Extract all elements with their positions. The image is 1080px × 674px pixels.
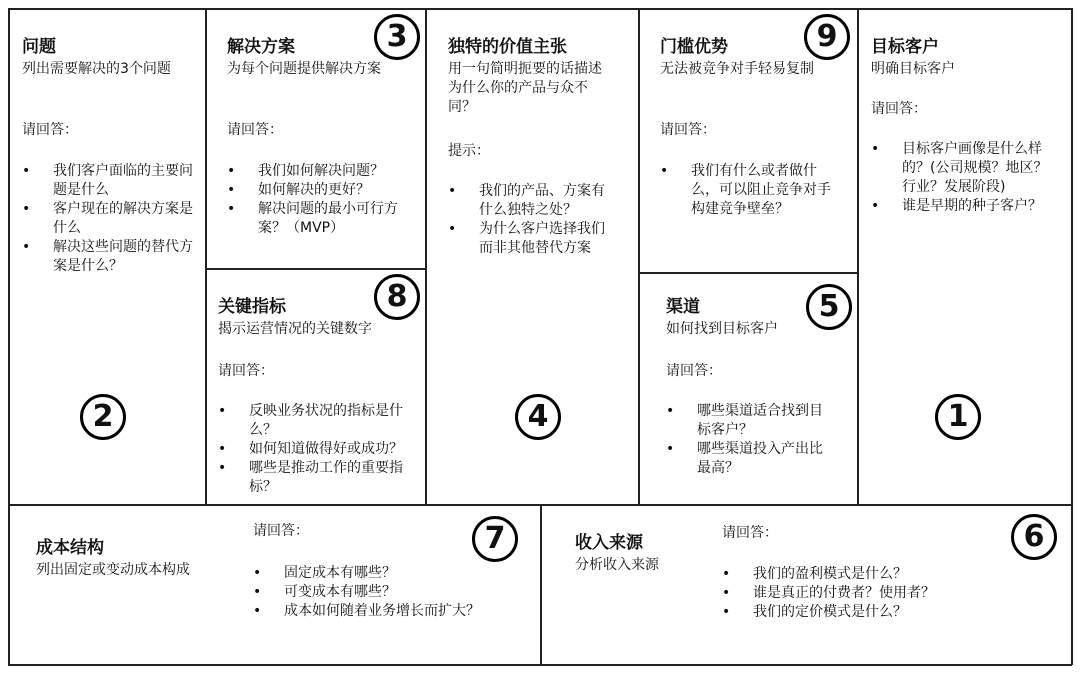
cost-list xyxy=(253,564,538,621)
revenue-number-badge: 6 xyxy=(1011,514,1057,560)
list-item: • 成本如何随着业务增长而扩大？ xyxy=(253,602,538,621)
list-item: • 谁是真正的付费者？使用者？ xyxy=(722,584,1002,603)
problem-ask: 请回答： xyxy=(22,122,78,138)
border-right xyxy=(1071,8,1073,665)
problem-title: 问题 xyxy=(22,37,56,57)
uvp-desc: 用一句简明扼要的话描述为什么你的产品与众不同？ xyxy=(448,61,602,115)
list-item: • 我们的产品、方案有什么独特之处？ xyxy=(448,182,618,220)
advantage-title: 门槛优势 xyxy=(660,37,728,57)
segments-title: 目标客户 xyxy=(871,37,939,57)
list-item: • 如何知道做得好或成功？ xyxy=(218,440,418,459)
solution-title: 解决方案 xyxy=(227,37,295,57)
advantage-desc: 无法被竞争对手轻易复制 xyxy=(660,61,814,77)
cost-number-badge: 7 xyxy=(472,516,518,562)
metrics-number-badge: 8 xyxy=(374,274,420,320)
list-item: • 目标客户画像是什么样的？(公司规模？地区？行业？发展阶段) xyxy=(871,140,1061,197)
list-item: • 我们的盈利模式是什么？ xyxy=(722,565,1002,584)
problem-number-badge: 2 xyxy=(80,394,126,440)
list-item: • 我们的定价模式是什么？ xyxy=(722,603,1002,622)
list-item: • 可变成本有哪些？ xyxy=(253,583,538,602)
list-item: • 哪些是推动工作的重要指标？ xyxy=(218,459,418,497)
list-item: • 客户现在的解决方案是什么 xyxy=(22,200,198,238)
divider-col-4 xyxy=(857,8,859,505)
metrics-list xyxy=(218,402,418,497)
cost-ask: 请回答： xyxy=(253,523,309,539)
segments-number-badge: 1 xyxy=(935,394,981,440)
problem-list xyxy=(22,162,198,276)
list-item: • 哪些渠道适合找到目标客户？ xyxy=(666,402,836,440)
revenue-list xyxy=(722,565,1002,622)
solution-ask: 请回答： xyxy=(227,122,283,138)
advantage-list xyxy=(660,162,840,219)
border-top xyxy=(8,8,1072,10)
solution-number-badge: 3 xyxy=(374,14,420,60)
cost-title: 成本结构 xyxy=(36,538,104,558)
list-item: • 如何解决的更好？ xyxy=(227,181,407,200)
list-item: • 谁是早期的种子客户？ xyxy=(871,197,1061,216)
segments-ask: 请回答： xyxy=(871,101,927,117)
solution-list xyxy=(227,162,407,238)
metrics-desc: 揭示运营情况的关键数字 xyxy=(218,321,372,337)
list-item: • 为什么客户选择我们而非其他替代方案 xyxy=(448,220,618,258)
divider-col-1 xyxy=(205,8,207,505)
uvp-title: 独特的价值主张 xyxy=(448,37,567,57)
list-item: • 解决这些问题的替代方案是什么？ xyxy=(22,238,198,276)
divider-solution-metrics xyxy=(205,268,426,270)
revenue-ask: 请回答： xyxy=(722,525,778,541)
advantage-ask: 请回答： xyxy=(660,122,716,138)
list-item: • 固定成本有哪些？ xyxy=(253,564,538,583)
channels-desc: 如何找到目标客户 xyxy=(666,321,778,337)
revenue-desc: 分析收入来源 xyxy=(575,557,659,573)
list-item: • 我们有什么或者做什么，可以阻止竞争对手构建竞争壁垒？ xyxy=(660,162,840,219)
list-item: • 我们客户面临的主要问题是什么 xyxy=(22,162,198,200)
segments-list xyxy=(871,140,1061,216)
channels-list xyxy=(666,402,836,478)
list-item: • 反映业务状况的指标是什么？ xyxy=(218,402,418,440)
list-item: • 解决问题的最小可行方案？（MVP） xyxy=(227,200,407,238)
problem-desc: 列出需要解决的3个问题 xyxy=(22,61,171,77)
list-item: • 我们如何解决问题？ xyxy=(227,162,407,181)
uvp-list xyxy=(448,182,618,258)
border-left xyxy=(8,8,10,665)
revenue-title: 收入来源 xyxy=(575,533,643,553)
list-item: • 哪些渠道投入产出比最高？ xyxy=(666,440,836,478)
solution-desc: 为每个问题提供解决方案 xyxy=(227,61,381,77)
metrics-title: 关键指标 xyxy=(218,297,286,317)
divider-col-3 xyxy=(638,8,640,505)
advantage-number-badge: 9 xyxy=(804,14,850,60)
channels-number-badge: 5 xyxy=(806,284,852,330)
uvp-ask: 提示： xyxy=(448,143,490,159)
divider-col-2 xyxy=(425,8,427,505)
channels-title: 渠道 xyxy=(666,297,700,317)
channels-ask: 请回答： xyxy=(666,363,722,379)
metrics-ask: 请回答： xyxy=(218,363,274,379)
segments-desc: 明确目标客户 xyxy=(871,61,955,77)
cost-desc: 列出固定或变动成本构成 xyxy=(36,562,190,578)
divider-bottom-col xyxy=(540,504,542,665)
divider-advantage-channels xyxy=(638,272,858,274)
uvp-number-badge: 4 xyxy=(515,394,561,440)
